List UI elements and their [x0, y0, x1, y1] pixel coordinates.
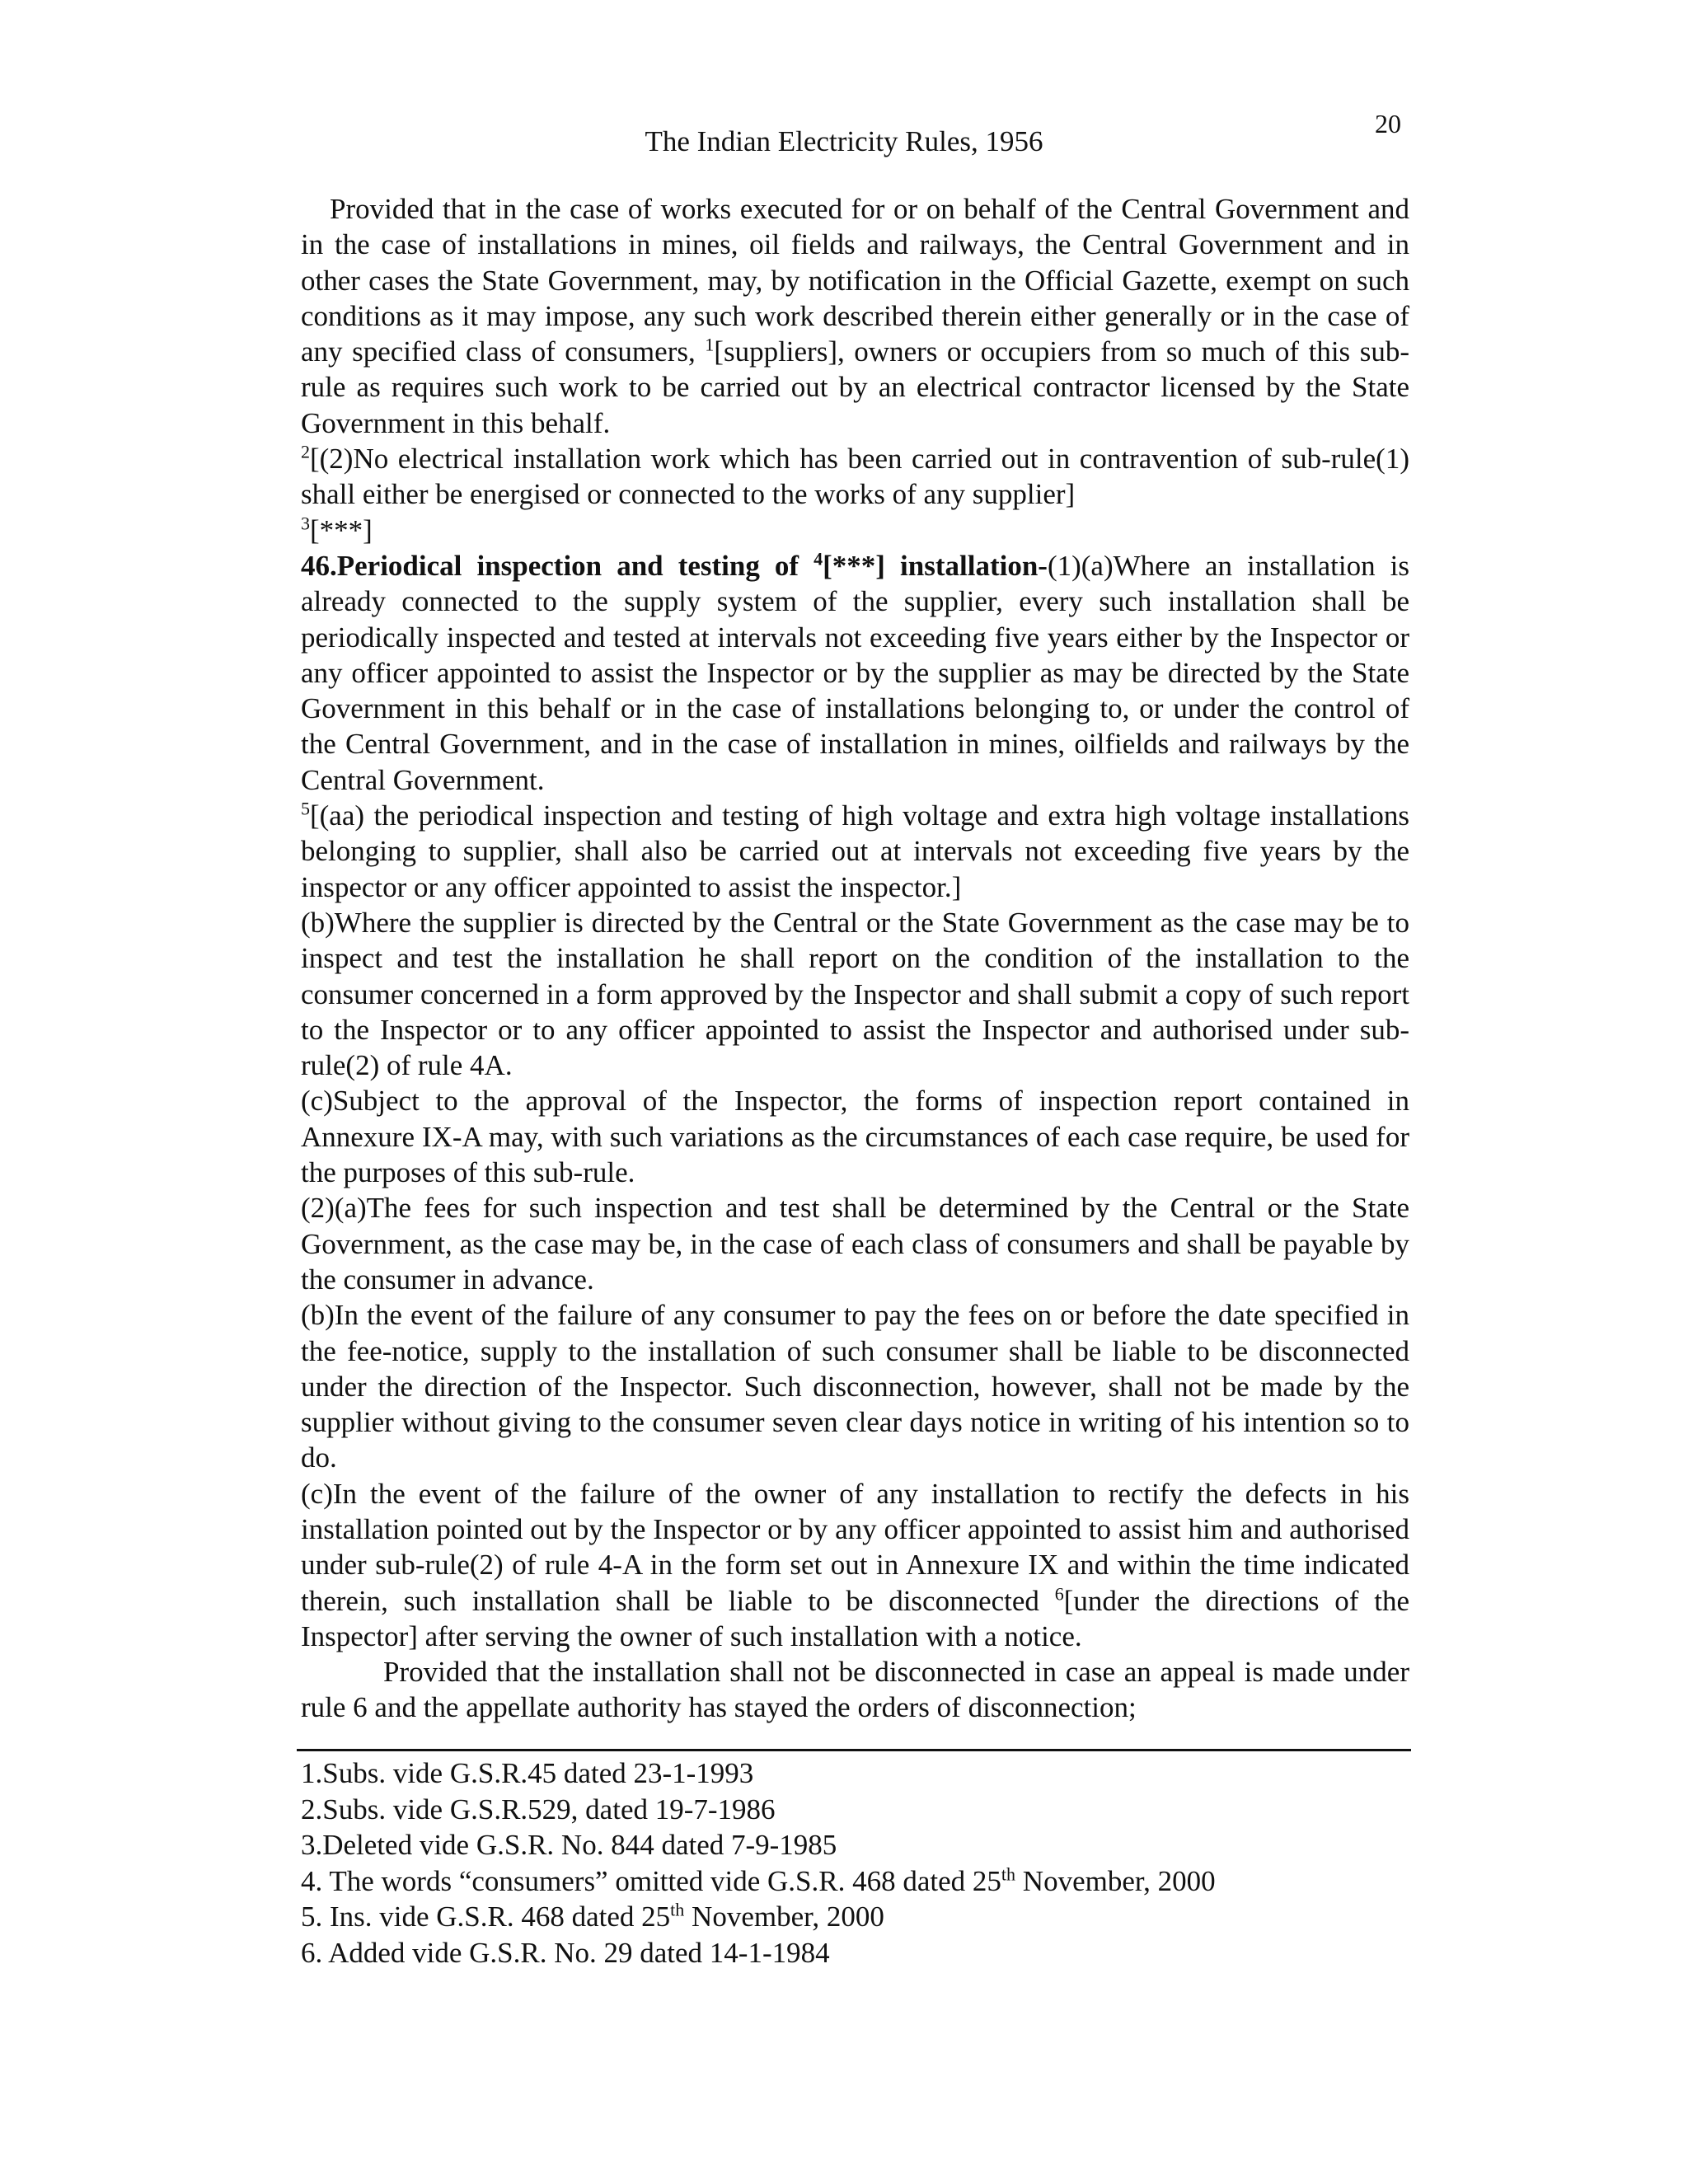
subrule-2-text: [(2)No electrical installation work which has been carried out in contravention of sub-rule(1) shall either be energised or connected to the works of any supplier]: [301, 443, 1409, 511]
footnote-divider: [297, 1749, 1411, 1751]
subrule-2-paragraph: [301, 441, 1409, 513]
footnote-item: [301, 1899, 1409, 1935]
rule-text-body: [301, 191, 1409, 1726]
footnote-ref: 2: [301, 441, 310, 462]
proviso-text: Provided that in the case of works executed for or on behalf of the Central Government and in the case of installations in mines, oil fields and railways, the Central Government and in other cases the State Government, may, by notification in the Official Gazette, exempt on such conditions as it may impose, any such work described therein either generally or in the case of any specified class of consumers,: [301, 193, 1409, 368]
footnote-item: 1.Subs. vide G.S.R.45 dated 23-1-1993: [301, 1757, 754, 1789]
rule-46-heading: [301, 550, 1048, 582]
footnote-text: 4. The words “consumers” omitted vide G.S.R. 468 dated 25: [301, 1864, 1001, 1897]
rule-46-2c-paragraph: [301, 1476, 1409, 1654]
footnote-ref: 6: [1054, 1582, 1064, 1604]
rule-46-2c-text: (c)In the event of the failure of the owner of any installation to rectify the defects in his installation pointed out by the Inspector or by any officer appointed to assist him and authorised under sub-rule(2) of rule 4-A in the form set out in Annexure IX and within the time indicated therein, such installation shall be liable to be disconnected: [301, 1477, 1409, 1617]
rule-46-c-paragraph: (c)Subject to the approval of the Inspector, the forms of inspection report contained in Annexure IX-A may, with such variations as the circumstances of each case require, be used for the purposes of this sub-rule.: [301, 1085, 1409, 1189]
running-header: The Indian Electricity Rules, 1956: [645, 125, 1043, 157]
footnote-ref: 1: [705, 334, 715, 355]
proviso-paragraph: [301, 191, 1409, 441]
footnote-superscript: th: [670, 1899, 685, 1920]
footnote-text-cont: November, 2000: [684, 1900, 884, 1933]
rule-46-paragraph: [301, 548, 1409, 798]
rule-46-heading-text: 46.Periodical inspection and testing of: [301, 549, 799, 582]
footnote-item: 6. Added vide G.S.R. No. 29 dated 14-1-1984: [301, 1936, 830, 1969]
footnote-item: [301, 1863, 1409, 1900]
footnote-ref: 3: [301, 513, 310, 534]
rule-46-b-paragraph: (b)Where the supplier is directed by the Central or the State Government as the case may be to inspect and test the installation he shall report on the condition of the installation to the consumer concerned in a form approved by the Inspector and shall submit a copy of such report to the Inspector or to any officer appointed to assist the Inspector and authorised under sub-rule(2) of rule 4A.: [301, 906, 1409, 1082]
deleted-text: [***]: [310, 513, 373, 546]
page-number: 20: [1375, 109, 1401, 138]
footnote-item: 3.Deleted vide G.S.R. No. 844 dated 7-9-1985: [301, 1829, 837, 1861]
proviso-text-cont: [suppliers], owners or occupiers from so much of this sub-rule as requires such work to be carried out by an electrical contractor licensed by the State Government in this behalf.: [301, 335, 1410, 439]
rule-46-2a-paragraph: (2)(a)The fees for such inspection and test shall be determined by the Central or the State Government, as the case may be, in the case of each class of consumers and shall be payable by the consumer in advance.: [301, 1192, 1409, 1296]
footnote-item: 2.Subs. vide G.S.R.529, dated 19-7-1986: [301, 1793, 776, 1825]
deleted-paragraph: [301, 513, 1409, 548]
footnote-text: 5. Ins. vide G.S.R. 468 dated 25: [301, 1900, 671, 1933]
rule-46-1a-text: (1)(a)Where an installation is already connected to the supply system of the supplier, every such installation shall be periodically inspected and tested at intervals not exceeding five years either by the Inspector or any officer appointed to assist the Inspector or by the supplier as may be directed by the State Government in this behalf or in the case of installations belonging to, or under the control of the Central Government, and in the case of installation in mines, oilfields and railways by the Central Government.: [301, 549, 1409, 796]
rule-46-aa-text: [(aa) the periodical inspection and testing of high voltage and extra high voltage installations belonging to supplier, shall also be carried out at intervals not exceeding five years by the inspector or any officer appointed to assist the inspector.]: [301, 799, 1409, 903]
rule-46-2c-text-cont: [under the directions of the Inspector] after serving the owner of such installation with a notice.: [301, 1584, 1409, 1652]
footnote-text-cont: November, 2000: [1015, 1864, 1216, 1897]
rule-46-heading-text-cont: [***] installation-: [823, 549, 1048, 582]
footnotes: [301, 1755, 1409, 1971]
footnote-ref: 4: [814, 548, 823, 569]
rule-46-2b-paragraph: (b)In the event of the failure of any consumer to pay the fees on or before the date specified in the fee-notice, supply to the installation of such consumer shall be liable to be disconnected under the direction of the Inspector. Such disconnection, however, shall not be made by the supplier without giving to the consumer seven clear days notice in writing of his intention so to do.: [301, 1299, 1409, 1474]
rule-46-aa-paragraph: [301, 798, 1409, 905]
footnote-superscript: th: [1001, 1863, 1016, 1884]
proviso-2-paragraph: Provided that the installation shall not be disconnected in case an appeal is made under rule 6 and the appellate authority has stayed the orders of disconnection;: [301, 1656, 1409, 1724]
footnote-ref: 5: [301, 798, 310, 819]
